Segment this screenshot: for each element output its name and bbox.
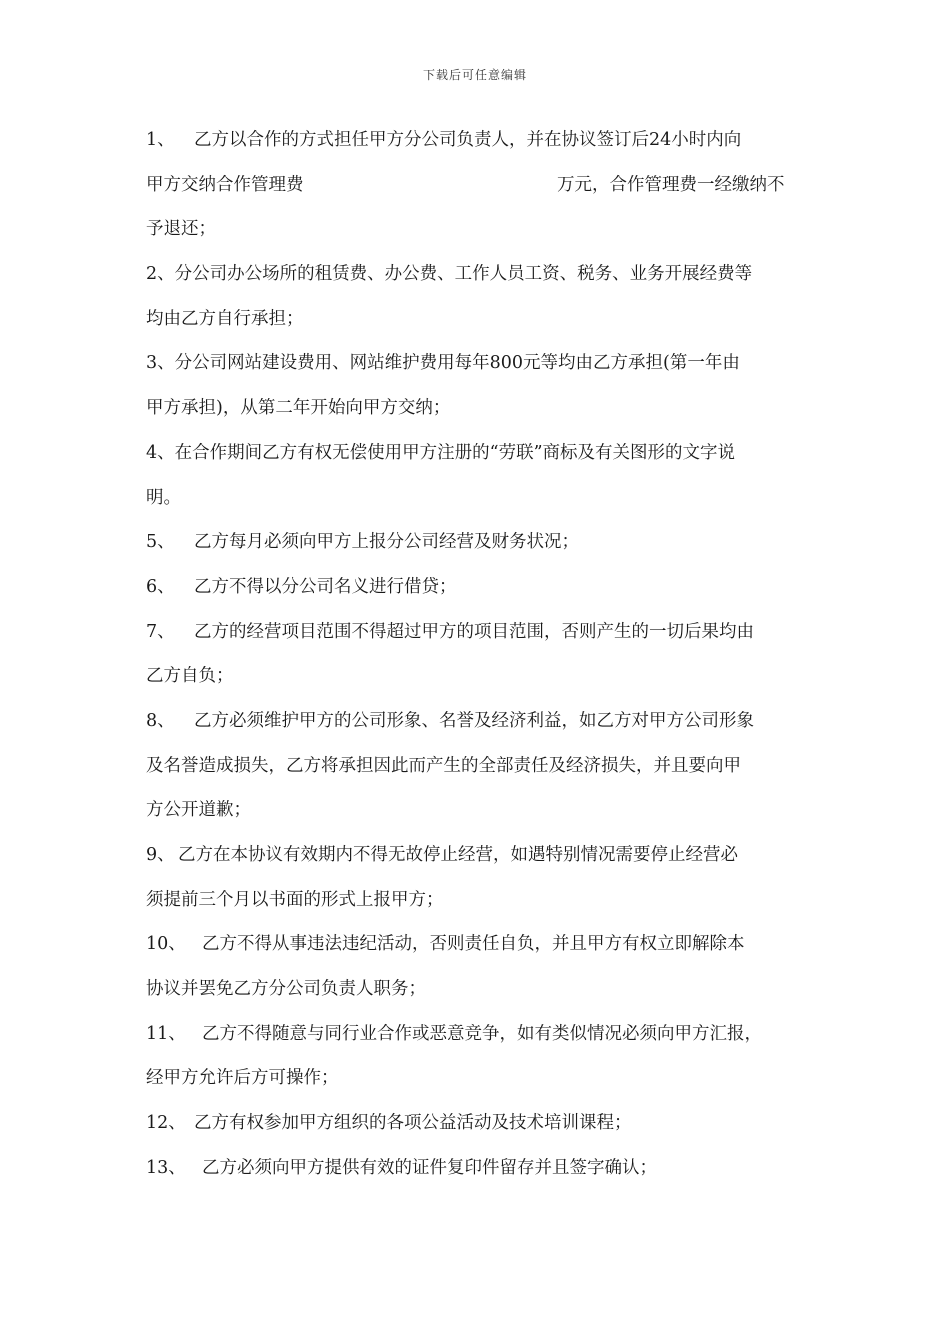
clause-text: 乙方的经营项目范围不得超过甲方的项目范围，否则产生的一切后果均由	[194, 621, 754, 642]
clause-text: 均由乙方自行承担；	[146, 308, 304, 329]
clause-number: 11、	[146, 1023, 186, 1044]
clause-text: 乙方不得随意与同行业合作或恶意竞争，如有类似情况必须向甲方汇报，	[202, 1023, 762, 1044]
clause-number: 6、	[146, 576, 175, 597]
clause-number: 3、	[146, 353, 175, 374]
clause-text: 乙方必须向甲方提供有效的证件复印件留存并且签字确认；	[202, 1157, 657, 1178]
clause-10-line-2	[146, 967, 808, 1012]
clause-number: 9、	[146, 845, 175, 865]
clause-2-line-2	[146, 297, 808, 342]
page-header: 下载后可任意编辑	[422, 68, 527, 82]
clause-text: 乙方以合作的方式担任甲方分公司负责人，并在协议签订后24小时内向	[194, 130, 742, 150]
clause-1-line-2	[146, 163, 808, 208]
clause-text: 乙方不得以分公司名义进行借贷；	[194, 576, 457, 597]
clause-text: 乙方不得从事违法违纪活动，否则责任自负，并且甲方有权立即解除本	[202, 934, 745, 955]
clause-number: 5、	[146, 532, 175, 553]
clause-text: 乙方自负；	[146, 666, 234, 687]
clause-number: 13、	[146, 1157, 186, 1178]
clause-10-line-1	[146, 922, 808, 967]
clause-number: 8、	[146, 710, 175, 731]
clause-text: 须提前三个月以书面的形式上报甲方；	[146, 889, 444, 910]
clause-number: 12、	[146, 1113, 186, 1134]
clause-1-line-1	[146, 118, 808, 163]
clause-number: 4、	[146, 442, 175, 463]
clause-text: 方公开道歉；	[146, 800, 251, 821]
clause-text: 乙方在本协议有效期内不得无故停止经营，如遇特别情况需要停止经营必	[178, 845, 738, 865]
clause-text: 经甲方允许后方可操作；	[146, 1068, 339, 1089]
clause-number: 7、	[146, 621, 175, 642]
clause-11-line-1	[146, 1012, 808, 1057]
clause-number: 10、	[146, 934, 186, 955]
clause-3-line-2	[146, 386, 808, 431]
clause-text: 乙方每月必须向甲方上报分公司经营及财务状况；	[194, 532, 579, 553]
document-body	[146, 118, 808, 1191]
clause-9-line-1	[146, 833, 808, 878]
clause-text: 甲方承担)，从第二年开始向甲方交纳；	[146, 398, 451, 419]
clause-text: 予退还；	[146, 219, 216, 240]
clause-7-line-1	[146, 610, 808, 655]
clause-11-line-2	[146, 1056, 808, 1101]
clause-8-line-1	[146, 699, 808, 744]
clause-text-right: 万元，合作管理费一经缴纳不	[557, 174, 785, 195]
clause-text: 分公司网站建设费用、网站维护费用每年800元等均由乙方承担(第一年由	[174, 353, 740, 374]
clause-8-line-2	[146, 744, 808, 789]
clause-12-line-1	[146, 1101, 808, 1146]
clause-4-line-2	[146, 476, 808, 521]
clause-text: 在合作期间乙方有权无偿使用甲方注册的“劳联”商标及有关图形的文字说	[174, 442, 736, 463]
clause-text: 乙方有权参加甲方组织的各项公益活动及技术培训课程；	[194, 1113, 632, 1134]
clause-2-line-1	[146, 252, 808, 297]
clause-number: 1、	[146, 130, 175, 150]
clause-text: 分公司办公场所的租赁费、办公费、工作人员工资、税务、业务开展经费等	[174, 264, 753, 285]
clause-text: 及名誉造成损失，乙方将承担因此而产生的全部责任及经济损失，并且要向甲	[146, 755, 741, 776]
clause-4-line-1	[146, 431, 808, 476]
clause-1-line-3	[146, 207, 808, 252]
clause-8-line-3	[146, 788, 808, 833]
clause-text: 协议并罢免乙方分公司负责人职务；	[146, 979, 426, 1000]
clause-text: 乙方必须维护甲方的公司形象、名誉及经济利益，如乙方对甲方公司形象	[194, 710, 754, 731]
clause-text: 明。	[146, 487, 181, 508]
clause-6-line-1	[146, 565, 808, 610]
clause-13-line-1	[146, 1146, 808, 1191]
clause-5-line-1	[146, 520, 808, 565]
clause-7-line-2	[146, 654, 808, 699]
clause-3-line-1	[146, 341, 808, 386]
clause-text: 甲方交纳合作管理费	[146, 174, 304, 195]
clause-number: 2、	[146, 264, 175, 285]
clause-9-line-2	[146, 878, 808, 923]
